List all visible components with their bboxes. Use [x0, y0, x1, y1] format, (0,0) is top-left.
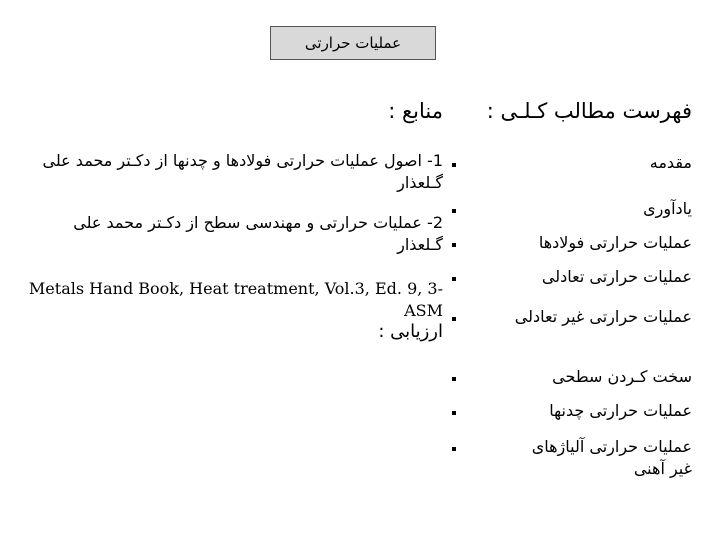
source-item: 1- اصول عملیات حرارتی فولادها و چدنها از دکـتر محمد علی گـلعذار — [42, 151, 443, 192]
source-item: 2- عملیات حرارتی و مهندسی سطح از دکـتر محمد علی گـلعذار — [73, 213, 443, 254]
toc-item: سخت کـردن سطحی — [452, 366, 692, 388]
page-title: عملیات حرارتی — [304, 34, 402, 52]
square-bullet-icon — [452, 209, 456, 213]
square-bullet-icon — [452, 447, 456, 451]
evaluation-heading: ارزیابی : — [378, 321, 443, 342]
sources-heading: منابع : — [388, 99, 443, 123]
source-item: Metals Hand Book, Heat treatment, Vol.3, Ed. 9, 3- ASM — [28, 279, 443, 320]
square-bullet-icon — [452, 317, 456, 321]
toc-heading: فهرست مطالب کـلـی : — [486, 99, 692, 123]
toc-item: یادآوری — [452, 198, 692, 220]
square-bullet-icon — [452, 377, 456, 381]
square-bullet-icon — [452, 277, 456, 281]
page-title-box — [270, 26, 436, 60]
toc-item: مقدمه — [452, 152, 692, 174]
square-bullet-icon — [452, 243, 456, 247]
toc-item: عملیات حرارتی فولادها — [452, 232, 692, 254]
toc-item: عملیات حرارتی چدنها — [452, 400, 692, 422]
square-bullet-icon — [452, 163, 456, 167]
toc-item: عملیات حرارتی تعادلی — [452, 266, 692, 288]
toc-item: عملیات حرارتی غیر تعادلی — [512, 306, 692, 328]
square-bullet-icon — [452, 411, 456, 415]
toc-item: عملیات حرارتی آلیاژهای غیر آهنی — [512, 436, 692, 480]
